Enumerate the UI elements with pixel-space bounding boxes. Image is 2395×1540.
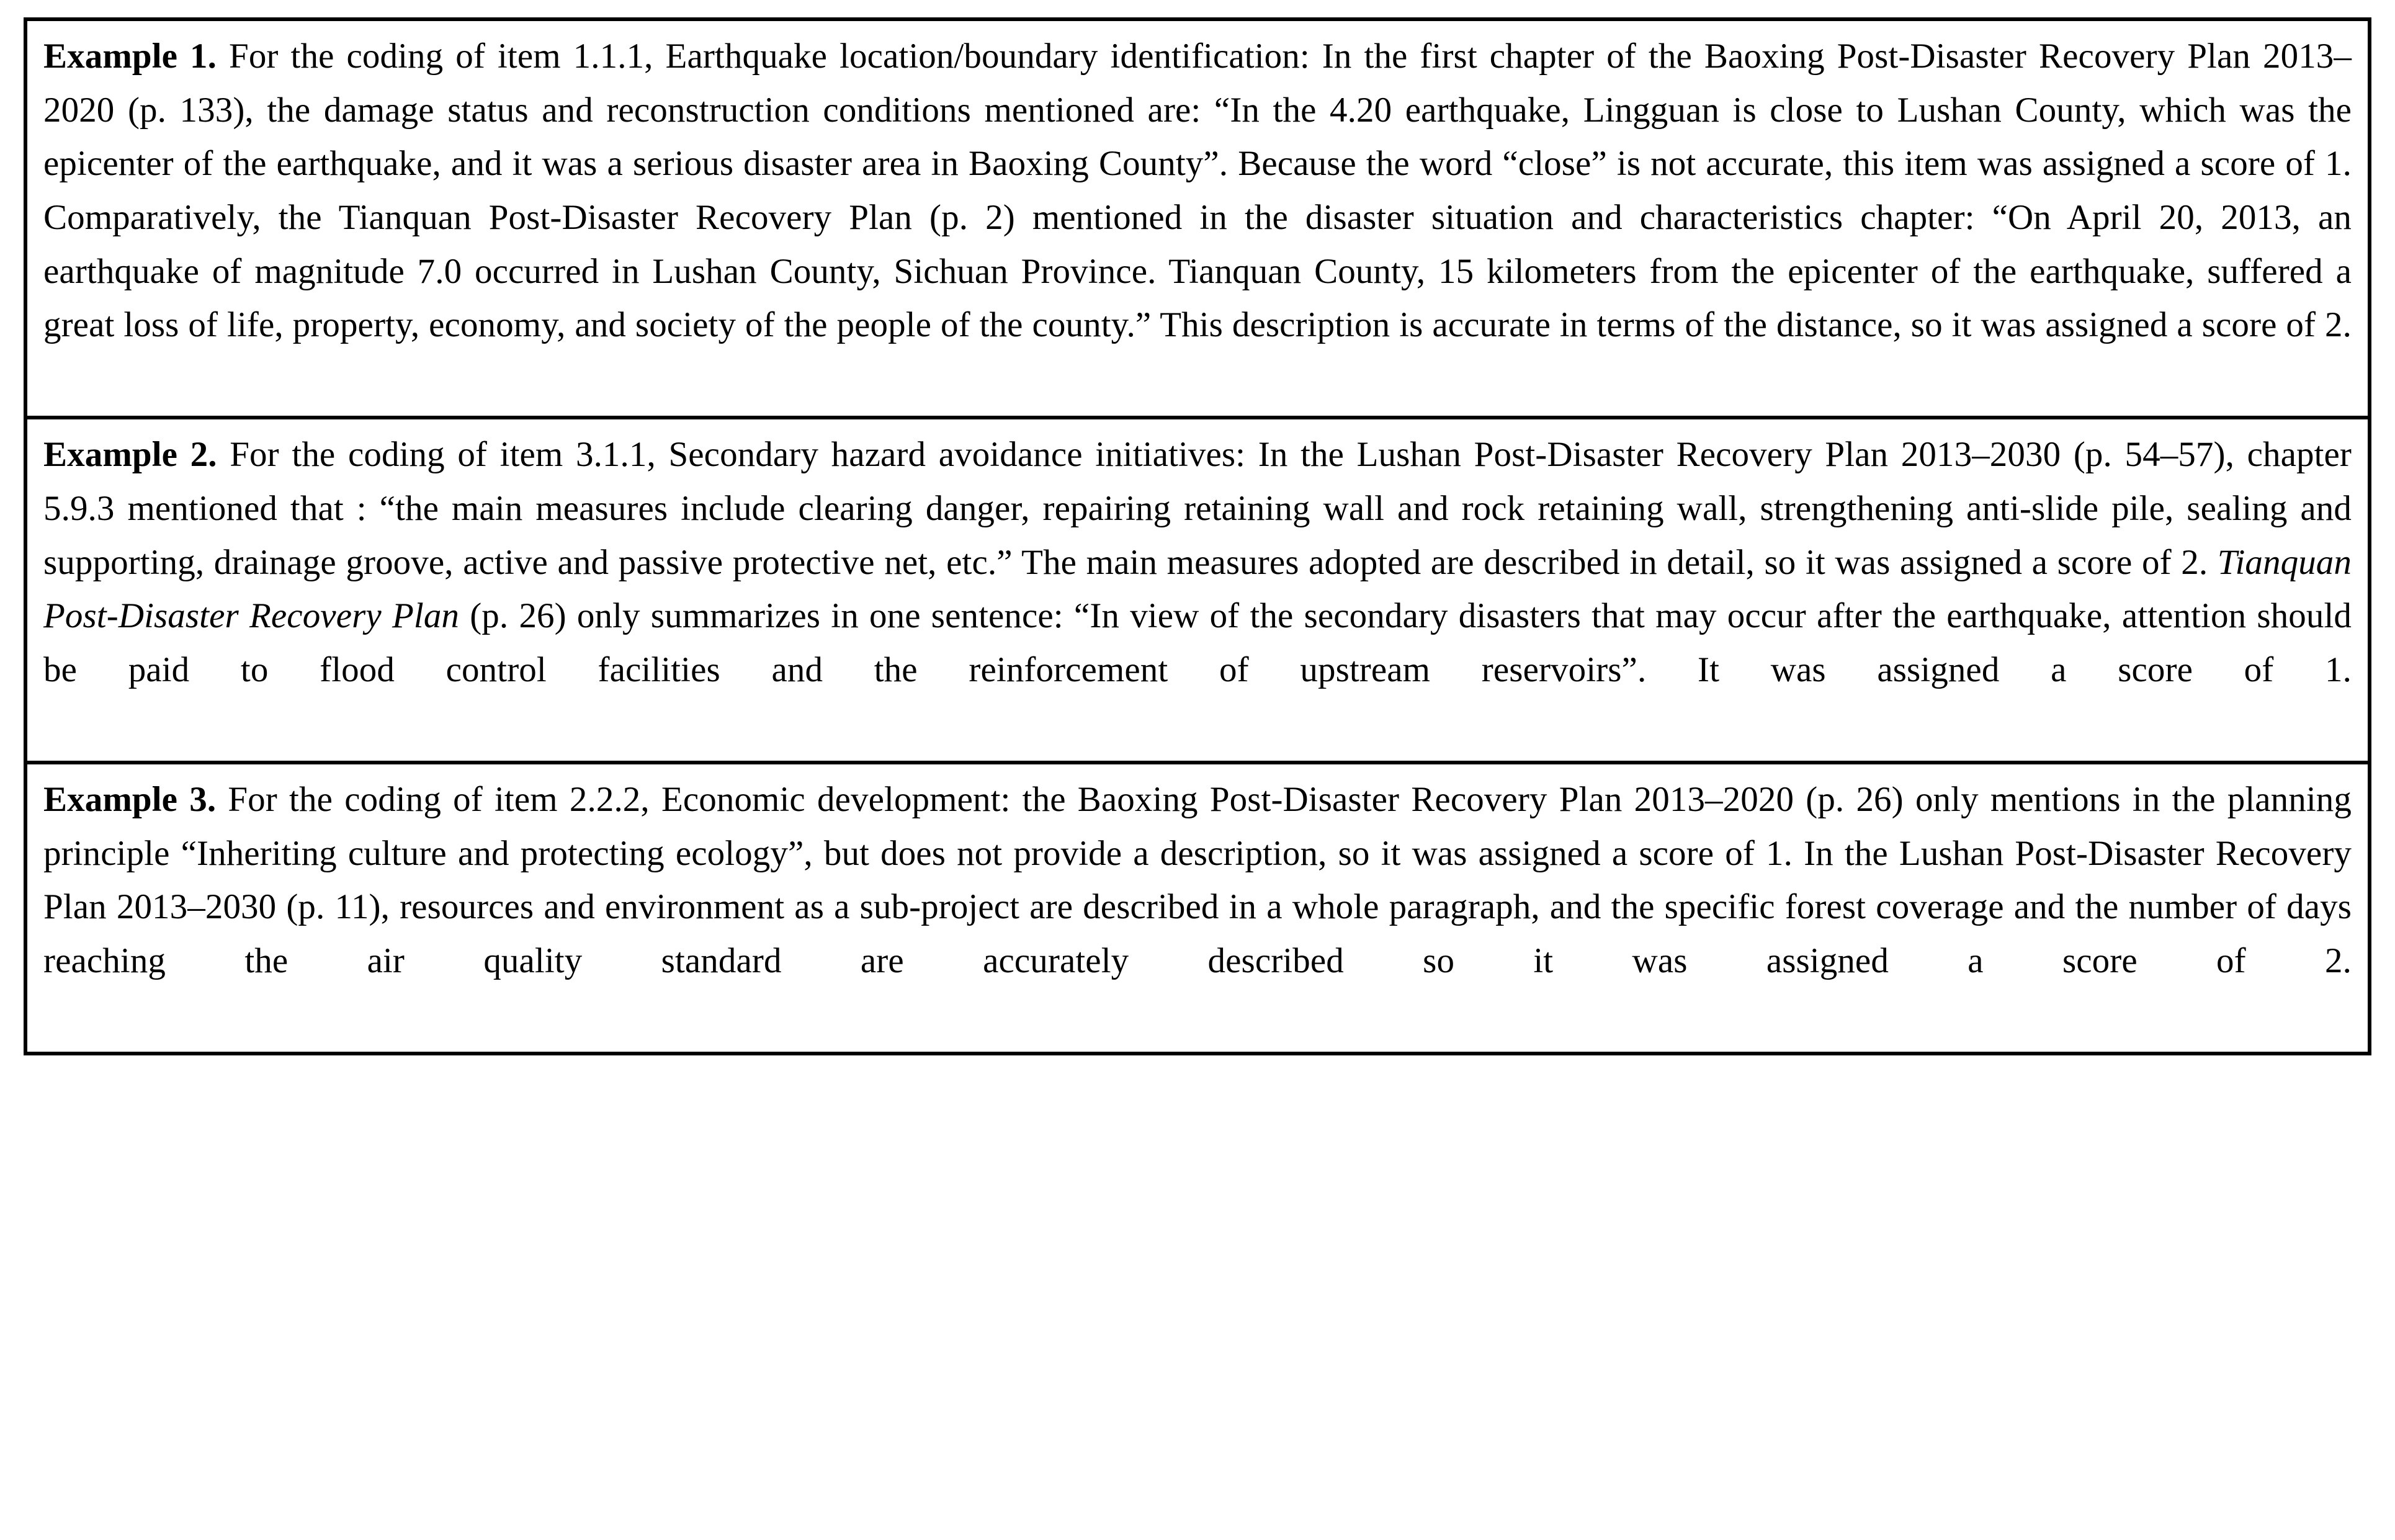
example-3-paragraph bbox=[43, 773, 2352, 1042]
example-2-italic-title: Tianquan Post-Disaster Recovery Plan bbox=[43, 542, 2352, 636]
example-2-paragraph bbox=[43, 428, 2352, 751]
example-3-label: Example 3. bbox=[43, 780, 217, 820]
table-row bbox=[27, 419, 2368, 764]
example-2-label: Example 2. bbox=[43, 435, 217, 475]
example-1-paragraph bbox=[43, 30, 2352, 406]
example-2-body-before-italic: For the coding of item 3.1.1, Secondary hazard avoidance initiatives: In the Lushan Post-Disaster Recovery Plan 2013–2030 (p. 54–57), chapter 5.9.3 mentioned that : “the main measures include clearing danger, repairing retaining wall and rock retaining wall, strengthening anti-slide pile, sealing and supporting, drainage groove, active and passive protective net, etc.” The main measures adopted are described in detail, so it was assigned a score of 2. bbox=[43, 435, 2352, 582]
example-1-body-before-italic: For the coding of item 1.1.1, Earthquake location/boundary identification: In the first chapter of the Baoxing Post-Disaster Recovery Plan 2013–2020 (p. 133), the damage status and reconstruction conditions mentioned are: “In the 4.20 earthquake, Lingguan is close to Lushan County, which was the epicenter of the earthquake, and it was a serious disaster area in Baoxing County”. Because the word “close” is not accurate, this item was assigned a score of 1. Comparatively, the Tianquan Post-Disaster Recovery Plan (p. 2) mentioned in the disaster situation and characteristics chapter: “On April 20, 2013, an earthquake of magnitude 7.0 occurred in Lushan County, Sichuan Province. Tianquan County, 15 kilometers from the epicenter of the earthquake, suffered a great loss of life, property, economy, and society of the people of the county.” This description is accurate in terms of the distance, so it was assigned a score of 2. bbox=[43, 37, 2352, 345]
example-1-label: Example 1. bbox=[43, 37, 217, 76]
example-3-body-before-italic: For the coding of item 2.2.2, Economic development: the Baoxing Post-Disaster Recovery Plan 2013–2020 (p. 26) only mentions in the planning principle “Inheriting culture and protecting ecology”, but does not provide a description, so it was assigned a score of 1. In the Lushan Post-Disaster Recovery Plan 2013–2030 (p. 11), resources and environment as a sub-project are described in a whole paragraph, and the specific forest coverage and the number of days reaching the air quality standard are accurately described so it was assigned a score of 2. bbox=[43, 780, 2352, 980]
table-row bbox=[27, 764, 2368, 1052]
table-row bbox=[27, 21, 2368, 419]
example-2-body-after-italic: (p. 26) only summarizes in one sentence: “In view of the secondary disasters that may occur after the earthquake, attention should be paid to flood control facilities and the reinforcement of upstream reservoirs”. It was assigned a score of 1. bbox=[43, 596, 2352, 689]
examples-table bbox=[24, 17, 2371, 1055]
